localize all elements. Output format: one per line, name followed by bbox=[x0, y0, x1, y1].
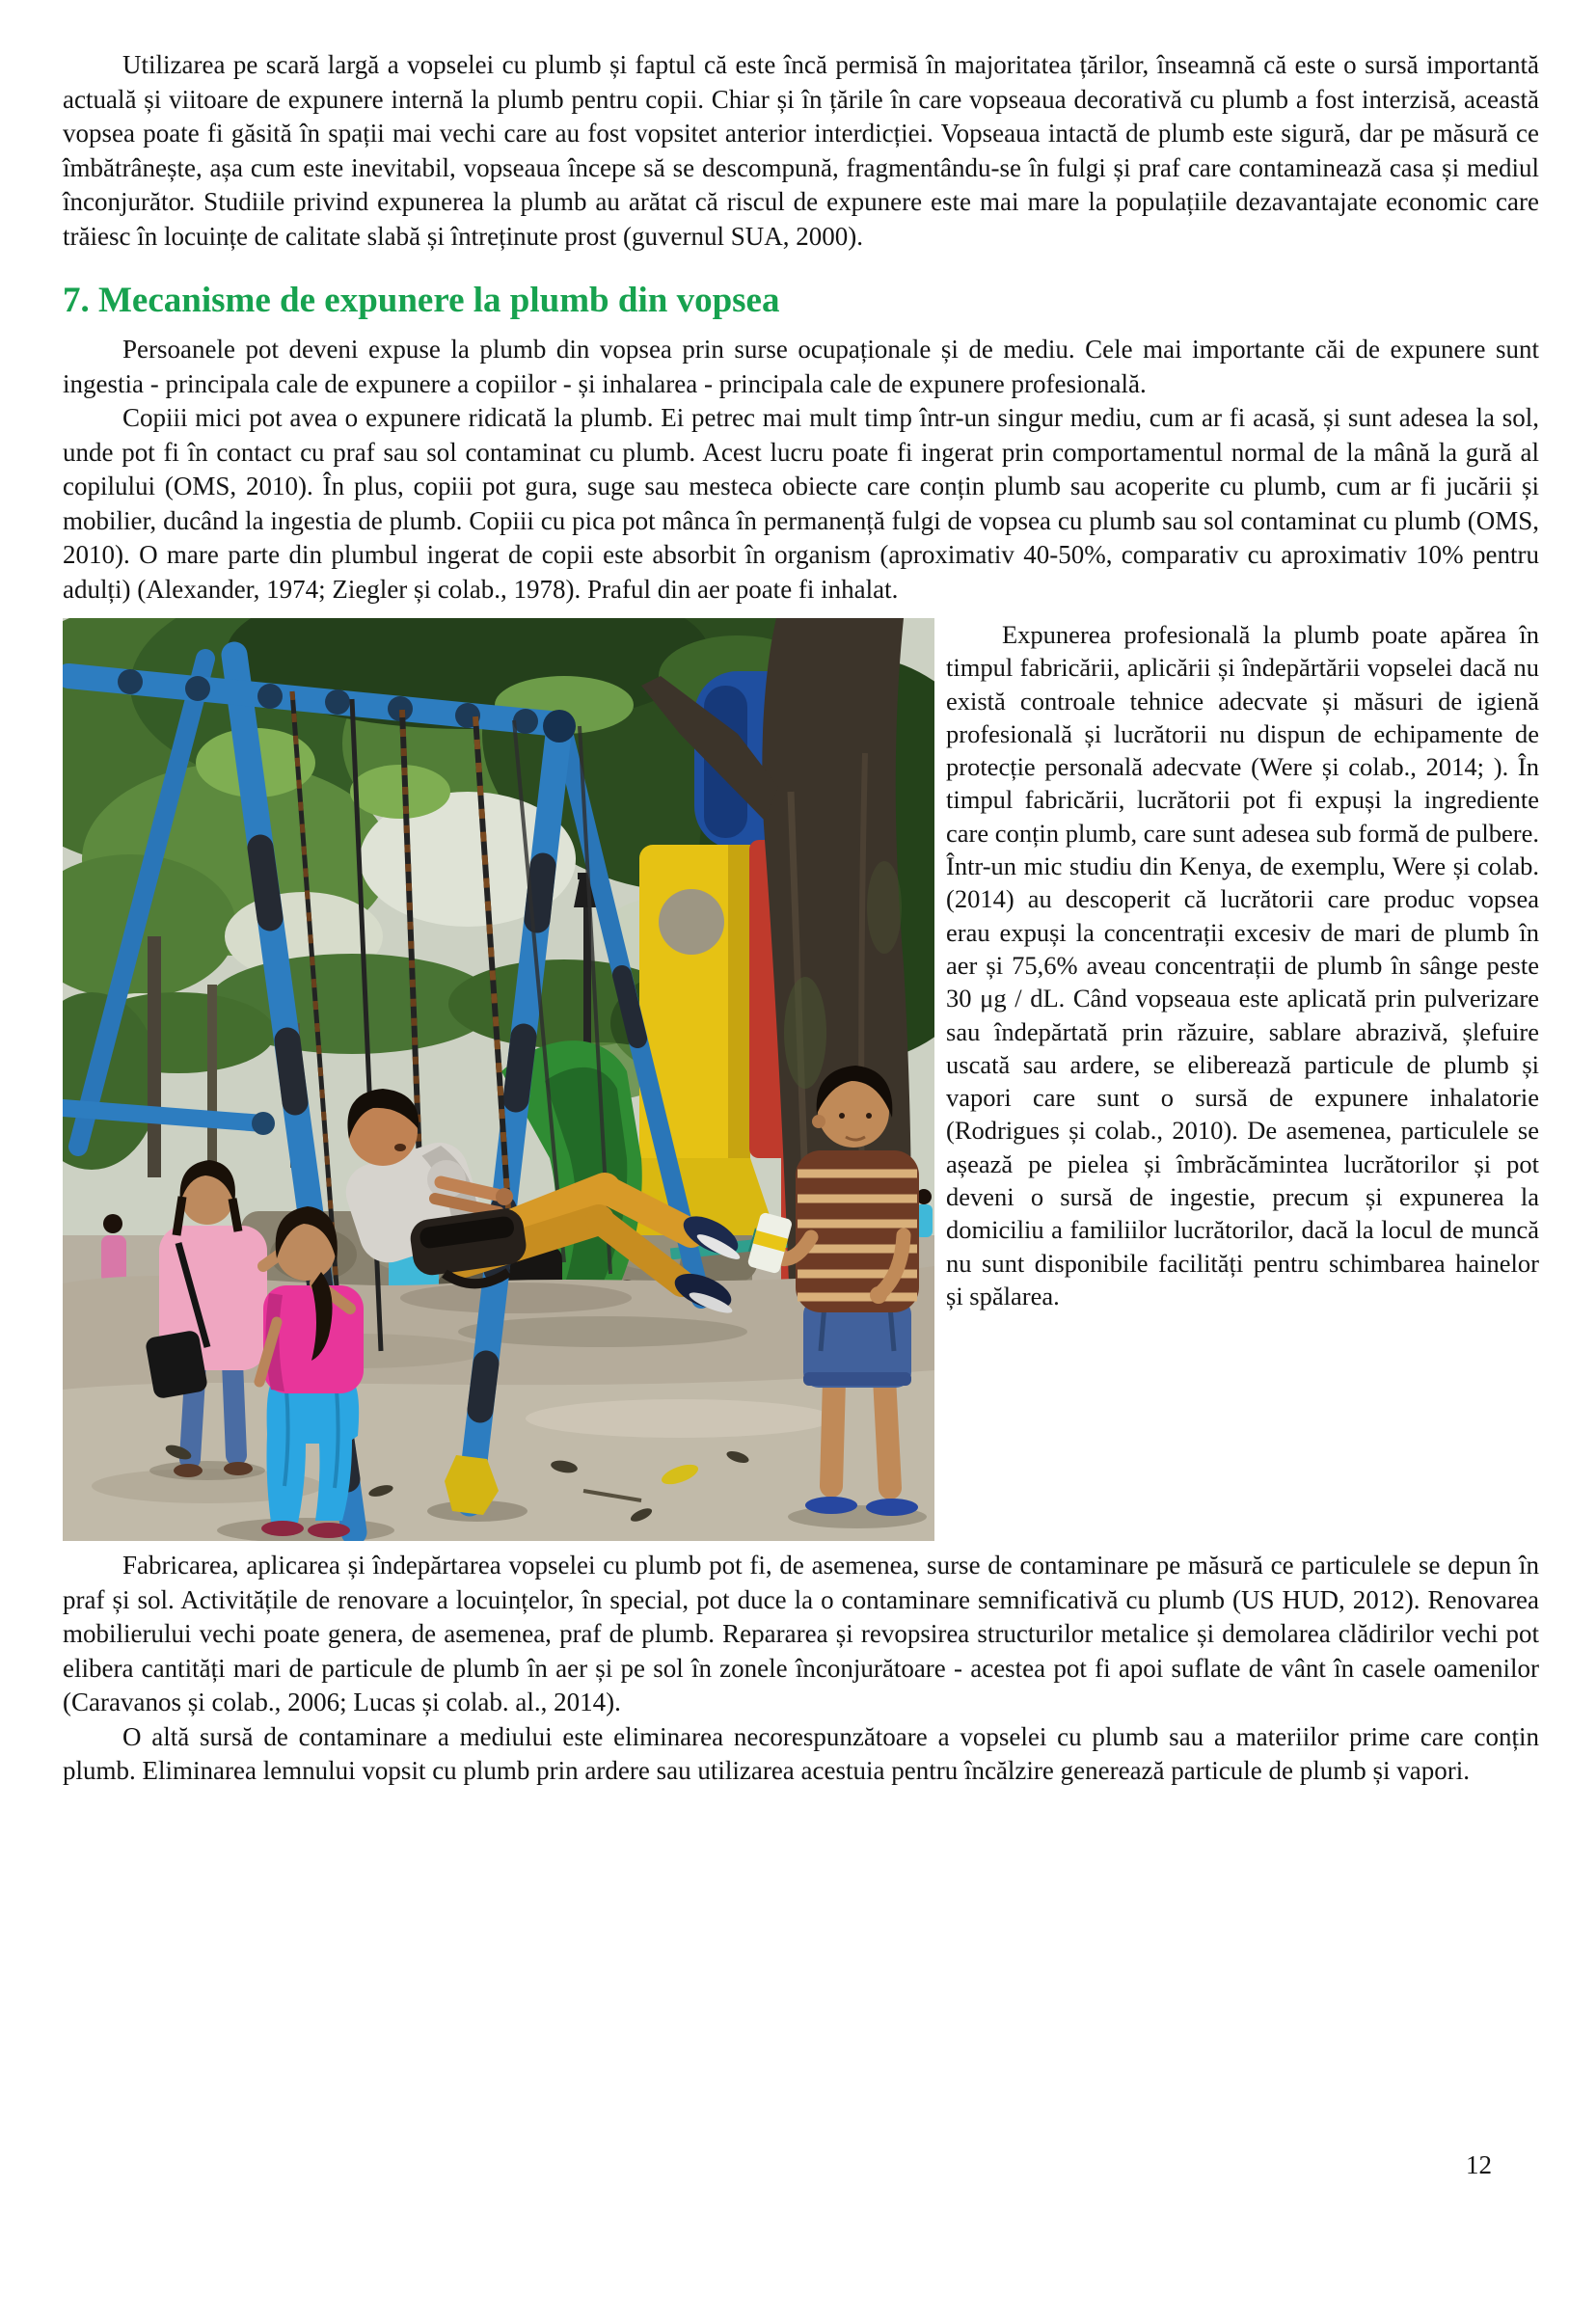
paragraph-2: Copiii mici pot avea o expunere ridicată la plumb. Ei petrec mai mult timp într-un singur mediu, cum ar fi acasă, și sunt adesea la sol, unde pot fi în contact cu praf sau sol contaminat cu plumb. Acest lucru poate fi ingerat prin comportamentul normal de la mână la gură al copilului (OMS, 2010). În plus, copiii pot gura, suge sau mesteca obiecte care conțin plumb sau acoperite cu plumb, cum ar fi jucării și mobilier, ducând la ingestia de plumb. Copiii cu pica pot mânca în permanență fulgi de vopsea cu plumb sau sol contaminat cu plumb (OMS, 2010). O mare parte din plumbul ingerat de copii este absorbit în organism (aproximativ 40-50%, comparativ cu aproximativ 10% pentru adulți) (Alexander, 1974; Ziegler și colab., 1978). Praful din aer poate fi inhalat. bbox=[63, 403, 1539, 604]
playground-illustration bbox=[63, 618, 934, 1541]
figure-row bbox=[63, 618, 1539, 1541]
section-heading: 7. Mecanisme de expunere la plumb din vopsea bbox=[63, 281, 780, 320]
playground-photo bbox=[63, 618, 934, 1541]
paragraph-column: Expunerea profesională la plumb poate apărea în timpul fabricării, aplicării și îndepărtării vopselei dacă nu există controale tehnice adecvate și măsuri de igienă profesională și lucrătorii nu dispun de echipamente de protecție personală adecvate (Were și colab., 2014; ). În timpul fabricării, lucrătorii pot fi expuși la ingrediente care conțin plumb, care sunt adesea sub formă de pulbere. Într-un mic studiu din Kenya, de exemplu, Were și colab. (2014) au descoperit că lucrătorii care produc vopsea erau expuși la concentrații excesiv de mari de plumb în aer și 75,6% aveau concentrații de plumb în sânge peste 30 μg / dL. Când vopseaua este aplicată prin pulverizare sau îndepărtată prin răzuire, sablare abrazivă, șlefuire uscată sau ardere, se eliberează particule de plumb și vapori care sunt o sursă de expunere inhalatorie (Rodrigues și colab., 2010). De asemenea, particulele se așează pe pielea și îmbrăcămintea lucrătorilor și pot deveni o sursă de ingestie, precum și expunerea la domiciliu a familiilor lucrătorilor, dacă la locul de muncă nu sunt disponibile facilități pentru schimbarea hainelor și spălarea. bbox=[946, 620, 1539, 1310]
paragraph-intro: Utilizarea pe scară largă a vopselei cu plumb și faptul că este încă permisă în majoritatea țărilor, înseamnă că este o sursă importantă actuală și viitoare de expunere internă la plumb pentru copii. Chiar și în țările în care vopseaua decorativă cu plumb a fost interzisă, această vopsea poate fi găsită în spații mai vechi care au fost vopsitet anterior interdicției. Vopseaua intactă de plumb este sigură, dar pe măsură ce îmbătrânește, așa cum este inevitabil, vopseaua începe să se descompună, fragmentându-se în fulgi și praf care contaminează casa și mediul înconjurător. Studiile privind expunerea la plumb au arătat că riscul de expunere este mai mare la populațiile dezavantajate economic care trăiesc în locuințe de calitate slabă și întreținute prost (guvernul SUA, 2000). bbox=[63, 50, 1539, 251]
paragraph-4: O altă sursă de contaminare a mediului este eliminarea necorespunzătoare a vopselei cu plumb sau a materiilor prime care conțin plumb. Eliminarea lemnului vopsit cu plumb prin ardere sau utilizarea acestuia pentru încălzire generează particule de plumb și vapori. bbox=[63, 1721, 1539, 1785]
page-number: 12 bbox=[1466, 2150, 1492, 2179]
paragraph-3: Fabricarea, aplicarea și îndepărtarea vopselei cu plumb pot fi, de asemenea, surse de contaminare pe măsură ce particulele se depun în praf și sol. Activitățile de renovare a locuințelor, în special, pot duce la o contaminare semnificativă cu plumb (US HUD, 2012). Renovarea mobilierului vechi poate genera, de asemenea, praf de plumb. Repararea și revopsirea structurilor metalice și demolarea clădirilor vechi pot elibera cantități mari de particule de plumb în aer și pe sol în zonele înconjurătoare - acestea pot fi apoi suflate de vânt în casele oamenilor (Caravanos și colab., 2006; Lucas și colab. al., 2014). bbox=[63, 1551, 1539, 1716]
paragraph-1: Persoanele pot deveni expuse la plumb din vopsea prin surse ocupaționale și de mediu. Cele mai importante căi de expunere sunt ingestia - principala cale de expunere a copiilor - și inhalarea - principala cale de expunere profesională. bbox=[63, 335, 1539, 398]
